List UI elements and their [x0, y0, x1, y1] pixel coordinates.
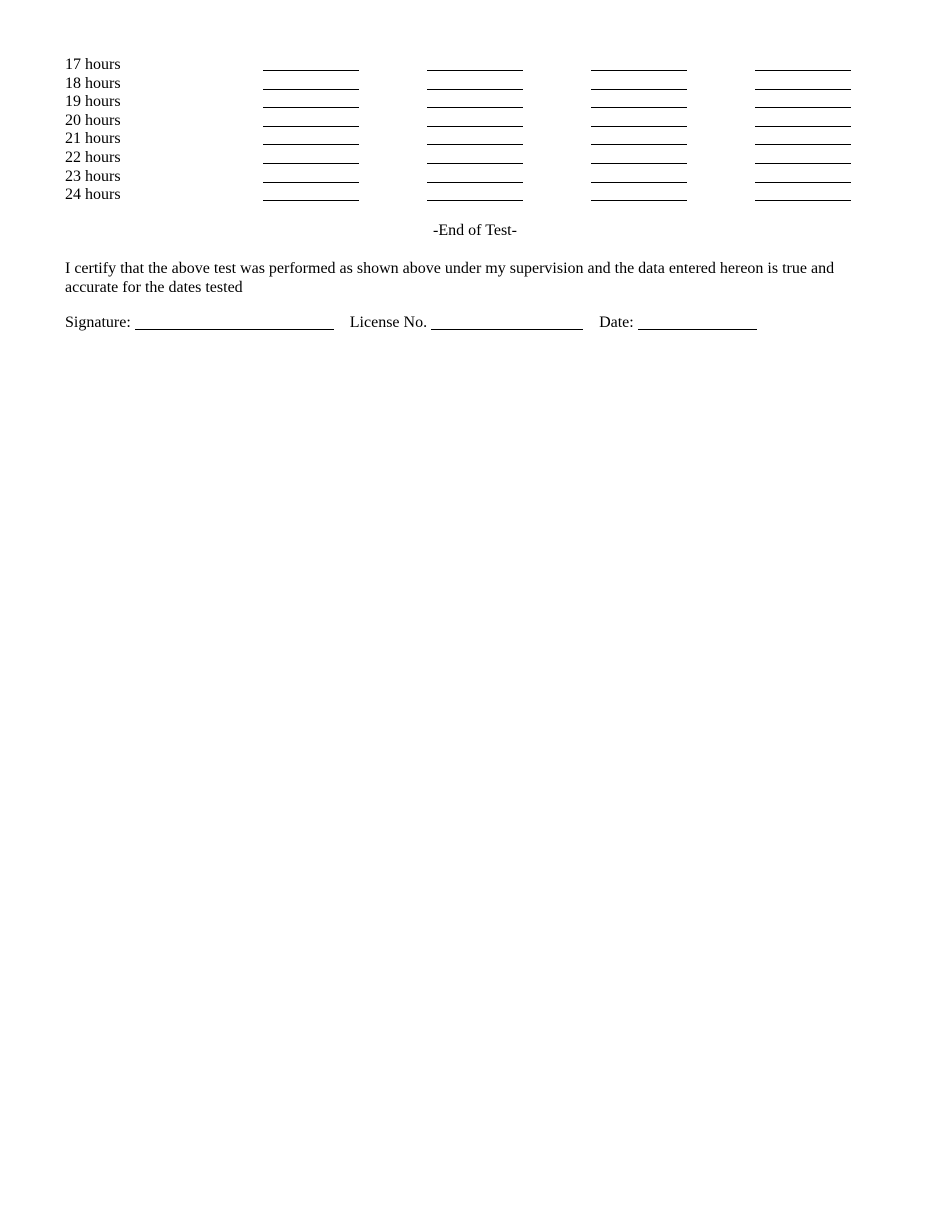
table-row: [65, 112, 865, 131]
blank-field[interactable]: [427, 163, 523, 164]
blank-field[interactable]: [591, 163, 687, 164]
hour-label: 24 hours: [65, 186, 121, 204]
blank-field[interactable]: [263, 144, 359, 145]
date-label: Date:: [599, 314, 634, 331]
blank-field[interactable]: [591, 126, 687, 127]
blank-field[interactable]: [591, 200, 687, 201]
table-row: [65, 130, 865, 149]
blank-field[interactable]: [591, 144, 687, 145]
blank-field[interactable]: [755, 89, 851, 90]
certification-statement: I certify that the above test was performed as shown above under my supervision and the data entered hereon is true and accurate for the dates tested: [65, 260, 835, 296]
blank-field[interactable]: [427, 200, 523, 201]
hour-label: 21 hours: [65, 130, 121, 148]
blank-field[interactable]: [591, 107, 687, 108]
blank-field[interactable]: [263, 70, 359, 71]
hour-label: 17 hours: [65, 56, 121, 73]
blank-field[interactable]: [755, 163, 851, 164]
blank-field[interactable]: [427, 126, 523, 127]
table-row: [65, 93, 865, 112]
signature-field[interactable]: [135, 314, 334, 330]
hour-label: 18 hours: [65, 74, 121, 92]
table-row: [65, 56, 865, 75]
blank-field[interactable]: [755, 200, 851, 201]
blank-field[interactable]: [427, 182, 523, 183]
blank-field[interactable]: [427, 89, 523, 90]
license-label: License No.: [349, 314, 428, 331]
blank-field[interactable]: [755, 182, 851, 183]
blank-field[interactable]: [755, 107, 851, 108]
blank-field[interactable]: [427, 70, 523, 71]
blank-field[interactable]: [263, 89, 359, 90]
hour-label: 22 hours: [65, 148, 121, 166]
blank-field[interactable]: [755, 126, 851, 127]
blank-field[interactable]: [427, 144, 523, 145]
blank-field[interactable]: [755, 70, 851, 71]
license-number-field[interactable]: [431, 314, 583, 330]
blank-field[interactable]: [427, 107, 523, 108]
signature-label: Signature:: [65, 314, 131, 331]
signature-line: [65, 314, 757, 332]
hour-label: 20 hours: [65, 111, 121, 129]
table-row: [65, 75, 865, 94]
end-of-test-marker: -End of Test-: [433, 222, 517, 239]
table-row: [65, 168, 865, 187]
hour-label: 23 hours: [65, 167, 121, 185]
blank-field[interactable]: [263, 200, 359, 201]
blank-field[interactable]: [263, 126, 359, 127]
blank-field[interactable]: [263, 163, 359, 164]
blank-field[interactable]: [591, 89, 687, 90]
blank-field[interactable]: [591, 182, 687, 183]
blank-field[interactable]: [755, 144, 851, 145]
table-row: [65, 149, 865, 168]
hour-label: 19 hours: [65, 93, 121, 111]
table-row: [65, 186, 865, 205]
hours-table: [65, 56, 865, 205]
blank-field[interactable]: [591, 70, 687, 71]
date-field[interactable]: [638, 314, 757, 330]
blank-field[interactable]: [263, 182, 359, 183]
blank-field[interactable]: [263, 107, 359, 108]
